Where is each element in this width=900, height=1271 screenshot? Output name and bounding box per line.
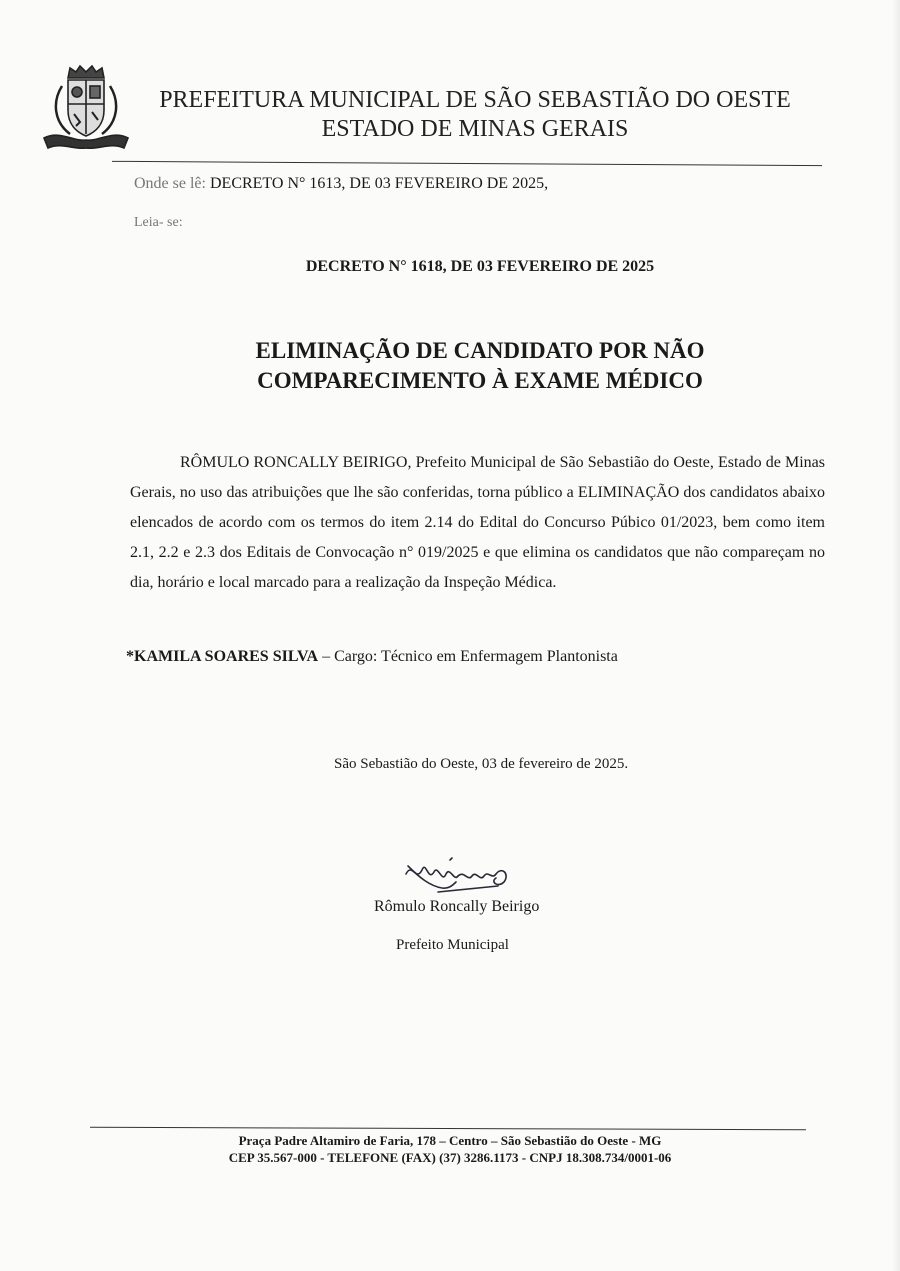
municipal-coat-of-arms	[40, 62, 132, 152]
candidate-position: – Cargo: Técnico em Enfermagem Plantonista	[318, 648, 618, 665]
footer-divider	[90, 1127, 806, 1130]
footer	[170, 1132, 730, 1166]
handwritten-signature	[398, 852, 528, 900]
scan-edge-shadow	[892, 0, 900, 1271]
decree-body	[130, 448, 825, 598]
candidate-name: *KAMILA SOARES SILVA	[126, 648, 319, 665]
footer-address: Praça Padre Altamiro de Faria, 178 – Centro – São Sebastião do Oeste - MG	[238, 1133, 662, 1148]
decree-number: DECRETO N° 1618, DE 03 FEVEREIRO DE 2025	[305, 258, 655, 275]
title-line-1: ELIMINAÇÃO DE CANDIDATO POR NÃO	[255, 338, 705, 363]
title-line-2: COMPARECIMENTO À EXAME MÉDICO	[257, 368, 703, 393]
errata-read-as: Leia- se:	[134, 215, 183, 230]
footer-contact: CEP 35.567-000 - TELEFONE (FAX) (37) 3286.1173 - CNPJ 18.308.734/0001-06	[228, 1150, 672, 1165]
header-state: ESTADO DE MINAS GERAIS	[321, 116, 629, 142]
errata-original-text: DECRETO N° 1613, DE 03 FEVEREIRO DE 2025,	[205, 175, 549, 192]
signer-role: Prefeito Municipal	[396, 937, 509, 953]
header-divider	[112, 161, 822, 166]
eliminated-candidate	[126, 648, 618, 666]
errata-label: Onde se lê:	[134, 175, 206, 192]
errata-line	[134, 175, 548, 193]
municipality-header	[150, 86, 800, 144]
header-municipality: PREFEITURA MUNICIPAL DE SÃO SEBASTIÃO DO OESTE	[159, 87, 791, 113]
document-title	[0, 336, 900, 396]
signer-name: Rômulo Roncally Beirigo	[374, 898, 540, 915]
body-paragraph: RÔMULO RONCALLY BEIRIGO, Prefeito Municipal de São Sebastião do Oeste, Estado de Minas Gerais, no uso das atribuições que lhe são conferidas, torna público a ELIMINAÇÃO dos candidatos abaixo elencados de acordo com os termos do item 2.14 do Edital do Concurso Púbico 01/2023, bem como item 2.1, 2.2 e 2.3 dos Editais de Convocação n° 019/2025 e que elimina os candidatos que não compareçam no dia, horário e local marcado para a realização da Inspeção Médica.	[130, 454, 825, 591]
place-and-date: São Sebastião do Oeste, 03 de fevereiro de 2025.	[334, 756, 629, 772]
